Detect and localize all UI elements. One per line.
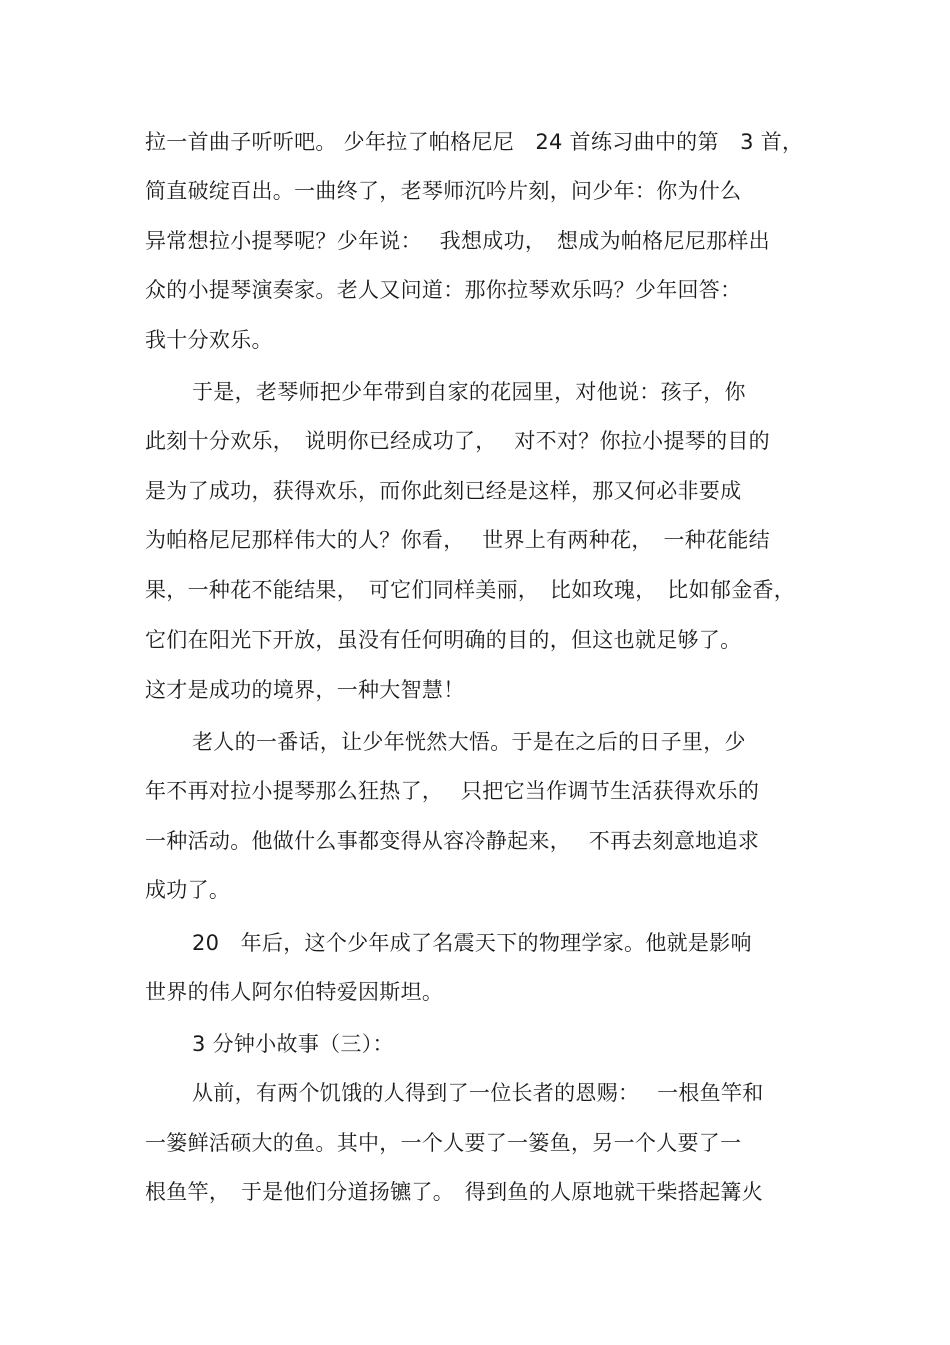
paragraph-first-line: 20 年后，这个少年成了名震天下的物理学家。他就是影响: [192, 931, 752, 955]
paragraph-first-line: 从前，有两个饥饿的人得到了一位长者的恩赐： 一根鱼竿和: [192, 1081, 764, 1105]
text-line: 为帕格尼尼那样伟大的人？你看， 世界上有两种花， 一种花能结: [145, 528, 770, 552]
text-line: 简直破绽百出。一曲终了，老琴师沉吟片刻，问少年：你为什么: [145, 179, 742, 203]
text-line: 此刻十分欢乐， 说明你已经成功了， 对不对？你拉小提琴的目的: [145, 429, 770, 453]
text-line: 成功了。: [145, 878, 231, 902]
text-line: 世界的伟人阿尔伯特爱因斯坦。: [145, 980, 444, 1004]
text-line: 拉一首曲子听听吧。 少年拉了帕格尼尼 24 首练习曲中的第 3 首，: [145, 130, 804, 154]
text-line: 年不再对拉小提琴那么狂热了， 只把它当作调节生活获得欢乐的: [145, 779, 760, 803]
text-line: 我十分欢乐。: [145, 328, 273, 352]
text-line: 它们在阳光下开放，虽没有任何明确的目的，但这也就足够了。: [145, 628, 742, 652]
text-line: 果，一种花不能结果， 可它们同样美丽， 比如玫瑰， 比如郁金香，: [145, 578, 796, 602]
paragraph-first-line: 于是，老琴师把少年带到自家的花园里，对他说：孩子，你: [192, 380, 746, 404]
text-line: 是为了成功，获得欢乐，而你此刻已经是这样，那又何必非要成: [145, 479, 742, 503]
paragraph-first-line: 老人的一番话，让少年恍然大悟。于是在之后的日子里，少: [192, 730, 746, 754]
text-line: 异常想拉小提琴呢？少年说： 我想成功， 想成为帕格尼尼那样出: [145, 229, 770, 253]
text-line: 一篓鲜活硕大的鱼。其中，一个人要了一篓鱼，另一个人要了一: [145, 1131, 742, 1155]
text-line: 根鱼竿， 于是他们分道扬镳了。 得到鱼的人原地就干柴搭起篝火: [145, 1180, 763, 1204]
text-line: 一种活动。他做什么事都变得从容冷静起来， 不再去刻意地追求: [145, 829, 760, 853]
text-line: 众的小提琴演奏家。老人又问道：那你拉琴欢乐吗？少年回答：: [145, 278, 742, 302]
section-heading: 3 分钟小故事（三）：: [192, 1032, 394, 1056]
text-line: 这才是成功的境界，一种大智慧！: [145, 678, 465, 702]
